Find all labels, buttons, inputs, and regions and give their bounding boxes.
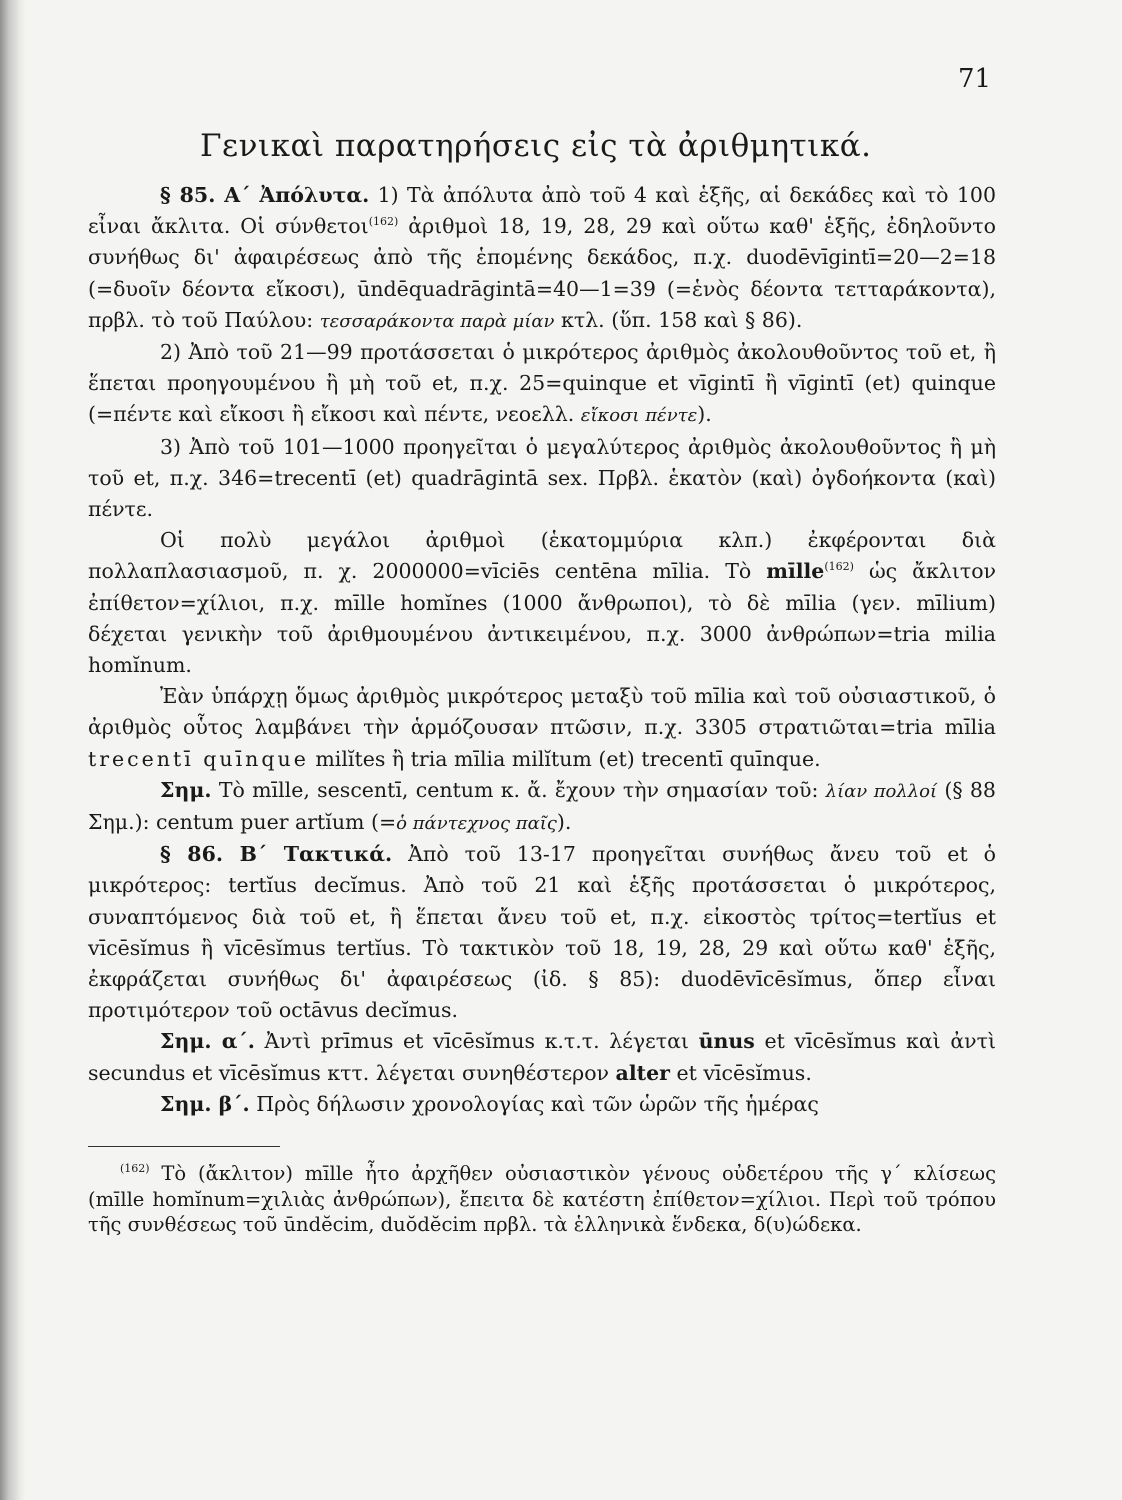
sec85-p4-mille: mīlle [766, 559, 825, 584]
sec85-p5-text-a: Ἐὰν ὑπάρχῃ ὅμως ἀριθμὸς μικρότερος μεταξὺ τοῦ mīlia καὶ τοῦ οὐσιαστικοῦ, ὁ ἀριθμὸς οὗτος λαμβάνει τὴν ἁρμόζουσαν πτῶσιν, π.χ. 3305 στρατιῶται=tria mīlia [88, 684, 996, 740]
sec85-paragraph-3: 3) Ἀπὸ τοῦ 101—1000 προηγεῖται ὁ μεγαλύτερος ἀριθμὸς ἀκολουθοῦντος ἢ μὴ τοῦ et, π.χ. 346=trecentī (et) quadrāgintā sex. Πρβλ. ἑκατὸν (καὶ) ὀγδοήκοντα (καὶ) πέντε. [88, 434, 996, 522]
sec85-note-text-b: (§ 88 Σημ.): centum puer artĭum (= [88, 777, 996, 835]
sec85-p1-text-c: κτλ. (ὕπ. 158 καὶ § 86). [554, 307, 803, 332]
sec85-p5-text-b: milĭtes ἢ tria mīlia milĭtum (et) trecentī quīnque. [308, 746, 821, 771]
page-edge-shadow [0, 0, 26, 1500]
sec85-p1-quote: τεσσαράκοντα παρὰ μίαν [319, 310, 555, 332]
page-heading: Γενικαὶ παρατηρήσεις εἰς τὰ ἀριθμητικά. [200, 128, 872, 164]
sec85-note-quote-2: ὁ πάντεχνος παῖς [396, 813, 557, 835]
sec86-note-a-text-2: et vīcēsĭmus καὶ ἀντὶ secundus et vīcēsĭmus κττ. λέγεται συνηθέστερον [88, 1029, 997, 1085]
sec85-note [88, 775, 996, 839]
sec85-paragraph-5 [88, 681, 996, 775]
sec85-p4-text-a: Οἱ πολὺ μεγάλοι ἀριθμοὶ (ἑκατομμύρια κλπ.) ἐκφέρονται διὰ πολλαπλασιασμοῦ, π. χ. 2000000=vīciēs centēna mīlia. Τὸ [88, 528, 996, 584]
sec86-note-a-alter: alter [615, 1060, 670, 1085]
footnote-marker: (162) [120, 1162, 150, 1176]
sec85-p2-end: ). [697, 402, 712, 427]
sec86-note-a [88, 1026, 996, 1088]
sec85-note-label: Σημ. [160, 777, 212, 802]
sec86-note-a-text-3: et vīcēsĭmus. [669, 1060, 812, 1085]
sec85-p2-quote: εἴκοσι πέντε [580, 405, 698, 427]
sec85-p1-text-a: 1) Τὰ ἀπόλυτα ἀπὸ τοῦ 4 καὶ ἑξῆς, αἱ δεκάδες καὶ τὸ 100 εἶναι ἄκλιτα. Οἱ σύνθετοι [88, 183, 996, 239]
sec85-label: § 85. Α΄ Ἀπόλυτα. [160, 183, 370, 207]
footnote-paragraph [88, 1161, 996, 1238]
footnote-ref-162: (162) [368, 215, 399, 229]
sec86-note-a-text-1: Ἀντὶ prīmus et vīcēsĭmus κ.τ.τ. λέγεται [254, 1029, 699, 1054]
sec85-p1-text-b: ἀριθμοὶ 18, 19, 28, 29 καὶ οὕτω καθ' ἑξῆς, ἐδηλοῦντο συνήθως δι' ἀφαιρέσεως ἀπὸ τῆς ἑπομένης δεκάδος, π.χ. duodēvīgintī=20—2=18 (=δυοῖν δέοντα εἴκοσι), ūndēquadrāgintā=40—1=39 (=ἑνὸς δέοντα τετταράκοντα), πρβλ. τὸ τοῦ Παύλου: [88, 214, 996, 332]
sec86-note-a-unus: ūnus [698, 1029, 755, 1054]
sec85-p2-text: 2) Ἀπὸ τοῦ 21—99 προτάσσεται ὁ μικρότερος ἀριθμὸς ἀκολουθοῦντος τοῦ et, ἢ ἕπεται προηγουμένου ἢ μὴ τοῦ et, π.χ. 25=quinque et vīgintī ἢ vīgintī (et) quinque (=πέντε καὶ εἴκοσι ἢ εἴκοσι καὶ πέντε, νεοελλ. [88, 340, 996, 427]
sec85-note-text-c: ). [556, 810, 572, 835]
sec86-p1-text: Ἀπὸ τοῦ 13-17 προηγεῖται συνήθως ἄνευ τοῦ et ὁ μικρότερος: tertĭus decĭmus. Ἀπὸ τοῦ 21 καὶ ἑξῆς προτάσσεται ὁ μικρότερος, συναπτόμενος διὰ τοῦ et, ἢ ἕπεται ἄνευ τοῦ et, π.χ. εἰκοστὸς τρίτος=tertĭus et vīcēsĭmus ἢ vīcēsĭmus tertĭus. Τὸ τακτικὸν τοῦ 18, 19, 28, 29 καὶ οὕτω καθ' ἑξῆς, ἐκφράζεται συνήθως δι' ἀφαιρέσεως (ἰδ. § 85): duodēvīcēsĭmus, ὅπερ εἶναι προτιμότερον τοῦ octāvus decĭmus. [88, 842, 996, 1023]
sec85-paragraph-2 [88, 337, 996, 432]
page-number: 71 [958, 64, 992, 94]
sec86-note-b-label: Σημ. β΄. [160, 1091, 250, 1116]
sec85-paragraph-1 [88, 180, 996, 337]
footnote-text: Τὸ (ἄκλιτον) mīlle ἦτο ἀρχῆθεν οὐσιαστικὸν γένους οὐδετέρου τῆς γ΄ κλίσεως (mīlle homĭnum=χιλιὰς ἀνθρώπων), ἔπειτα δὲ κατέστη ἐπίθετον=χίλιοι. Περὶ τοῦ τρόπου τῆς συνθέσεως τοῦ ūndĕcim, duŏdĕcim πρβλ. τὰ ἑλληνικὰ ἕνδεκα, δ(υ)ώδεκα. [88, 1162, 996, 1237]
sec85-p5-spaced: trecentī quīnque [88, 746, 309, 771]
sec86-note-a-label: Σημ. α΄. [160, 1029, 255, 1054]
sec86-label: § 86. Β΄ Τακτικά. [160, 842, 393, 867]
sec86-note-b [88, 1089, 996, 1120]
sec86-note-b-text: Πρὸς δήλωσιν χρονολογίας καὶ τῶν ὡρῶν τῆς ἡμέρας [249, 1091, 819, 1116]
sec85-note-text-a: Τὸ mīlle, sescentī, centum κ. ἄ. ἔχουν τὴν σημασίαν τοῦ: [211, 777, 819, 802]
footnote-ref-162b: (162) [824, 560, 854, 574]
footnote-divider [88, 1146, 280, 1147]
sec86-paragraph-1 [88, 839, 996, 1026]
page-body [88, 180, 996, 1238]
footnote-162 [88, 1161, 996, 1238]
sec85-note-quote-1: λίαν πολλοί [825, 780, 938, 802]
sec85-paragraph-4 [88, 525, 996, 681]
sec85-p4-text-b: ὡς ἄκλιτον ἐπίθετον=χίλιοι, π.χ. mīlle homĭnes (1000 ἄνθρωποι), τὸ δὲ mīlia (γεν. mīlium) δέχεται γενικὴν τοῦ ἀριθμουμένου ἀντικειμένου, π.χ. 3000 ἀνθρώπων=tria milia homĭnum. [88, 559, 997, 678]
